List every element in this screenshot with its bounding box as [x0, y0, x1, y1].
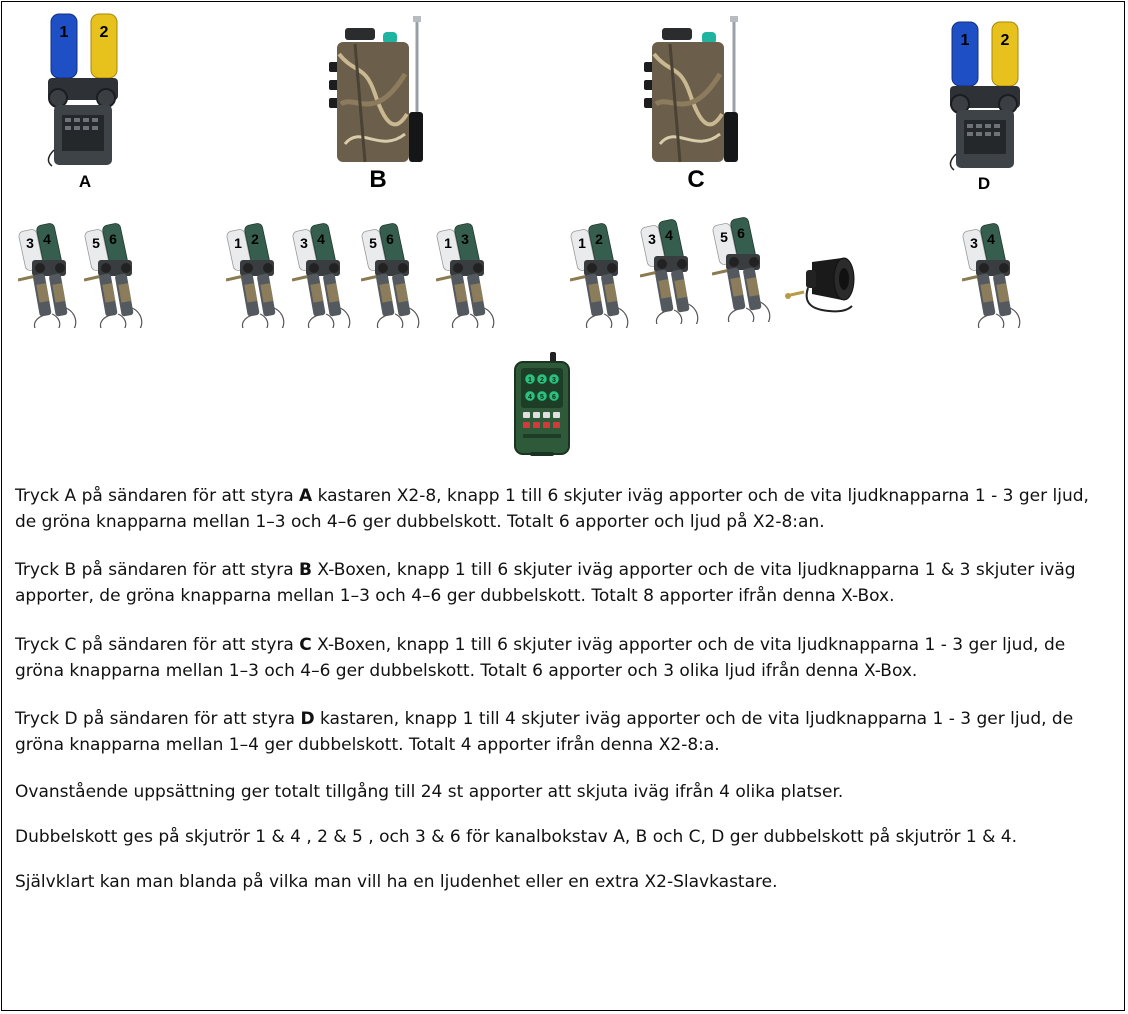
slave-c3-tube-right: 6	[737, 225, 745, 241]
paragraph-a-pre: Tryck A på sändaren för att styra	[15, 486, 300, 506]
paragraph-mix: Självklart kan man blanda på vilka man vill ha en ljudenhet eller en extra X2-Slavkastare.	[15, 872, 778, 892]
remote-key-4: 4	[528, 394, 532, 401]
xbox-c-image	[636, 14, 746, 166]
slave-launcher-a2	[84, 218, 148, 328]
device-label-d: D	[977, 174, 991, 193]
slave-b4-tube-right: 3	[461, 231, 469, 247]
slave-c2-tube-left: 3	[648, 231, 656, 247]
slave-b4-tube-left: 1	[444, 235, 452, 251]
speaker-unit-image	[782, 256, 858, 318]
slave-launcher-c1	[570, 218, 634, 328]
slave-launcher-b2	[292, 218, 356, 328]
slave-a2-tube-right: 6	[109, 231, 117, 247]
remote-key-2: 2	[540, 377, 544, 384]
remote-key-3: 3	[552, 377, 556, 384]
launcher-d-tube-2: 2	[1000, 32, 1010, 49]
slave-a2-tube-left: 5	[92, 235, 100, 251]
paragraph-c-pre: Tryck C på sändaren för att styra	[15, 635, 300, 655]
remote-transmitter-image	[512, 352, 572, 456]
slave-b3-tube-right: 6	[386, 231, 394, 247]
slave-c3-tube-left: 5	[720, 229, 728, 245]
paragraph-a	[15, 483, 1110, 535]
launcher-a-image	[40, 10, 130, 170]
xbox-b-image	[325, 14, 435, 166]
paragraph-a-bold: A	[299, 486, 313, 506]
launcher-d-image	[942, 18, 1032, 173]
device-label-a: A	[78, 172, 92, 191]
slave-launcher-b1	[226, 218, 290, 328]
paragraph-d-bold: D	[300, 709, 315, 729]
slave-launcher-a1	[18, 218, 82, 328]
device-label-b: B	[369, 166, 387, 193]
slave-a1-tube-left: 3	[26, 235, 34, 251]
remote-key-5: 5	[540, 394, 544, 401]
paragraph-b-pre: Tryck B på sändaren för att styra	[15, 560, 300, 580]
slave-launcher-c2	[640, 214, 704, 324]
slave-launcher-c3	[712, 212, 776, 322]
slave-launcher-b4	[436, 218, 500, 328]
paragraph-c	[15, 632, 1110, 684]
paragraph-b-bold: B	[299, 560, 313, 580]
paragraph-d-pre: Tryck D på sändaren för att styra	[15, 709, 301, 729]
slave-b3-tube-left: 5	[369, 235, 377, 251]
slave-c1-tube-right: 2	[595, 231, 603, 247]
paragraph-b	[15, 557, 1110, 609]
slave-d1-tube-left: 3	[970, 235, 978, 251]
launcher-a-tube-2: 2	[99, 24, 109, 41]
slave-d1-tube-right: 4	[987, 231, 995, 247]
paragraph-c-bold: C	[299, 635, 312, 655]
launcher-d-tube-1: 1	[960, 32, 970, 49]
paragraph-d	[15, 706, 1110, 758]
remote-key-1: 1	[528, 377, 532, 384]
slave-b1-tube-left: 1	[234, 235, 242, 251]
slave-b2-tube-right: 4	[317, 231, 325, 247]
paragraph-a-post: kastaren X2-8, knapp 1 till 6 skjuter iväg apporter och de vita ljudknapparna 1 - 3 ger ljud, de gröna knapparna mellan 1–3 och 4–6 ger dubbelskott. Totalt 6 apporter och ljud på X2-8:an.	[15, 486, 1089, 532]
slave-c2-tube-right: 4	[665, 227, 673, 243]
slave-b1-tube-right: 2	[251, 231, 259, 247]
launcher-a-tube-1: 1	[59, 24, 69, 41]
slave-launcher-b3	[361, 218, 425, 328]
slave-c1-tube-left: 1	[578, 235, 586, 251]
paragraph-b-post: X-Boxen, knapp 1 till 6 skjuter iväg apporter och de vita ljudknapparna 1 & 3 skjuter iväg apporter, de gröna knapparna mellan 1–3 och 4–6 ger dubbelskott. Totalt 8 apporter ifrån denna X-Box.	[15, 560, 1076, 606]
paragraph-total: Ovanstående uppsättning ger totalt tillgång till 24 st apporter att skjuta iväg ifrån 4 olika platser.	[15, 782, 844, 802]
slave-a1-tube-right: 4	[43, 231, 51, 247]
remote-key-6: 6	[552, 394, 556, 401]
device-label-c: C	[687, 166, 705, 193]
slave-launcher-d1	[962, 218, 1026, 328]
paragraph-c-post: X-Boxen, knapp 1 till 6 skjuter iväg apporter och de vita ljudknapparna 1 - 3 ger ljud, de gröna knapparna mellan 1–3 och 4–6 ger dubbelskott. Totalt 6 apporter och 3 olika ljud ifrån denna X-Box.	[15, 635, 1066, 681]
paragraph-double-shot: Dubbelskott ges på skjutrör 1 & 4 , 2 & 5 , och 3 & 6 för kanalbokstav A, B och C, D ger dubbelskott på skjutrör 1 & 4.	[15, 827, 1017, 847]
paragraph-d-post: kastaren, knapp 1 till 4 skjuter iväg apporter och de vita ljudknapparna 1 - 3 ger ljud, de gröna knapparna mellan 1–4 ger dubbelskott. Totalt 4 apporter ifrån denna X2-8:a.	[15, 709, 1074, 755]
slave-b2-tube-left: 3	[300, 235, 308, 251]
